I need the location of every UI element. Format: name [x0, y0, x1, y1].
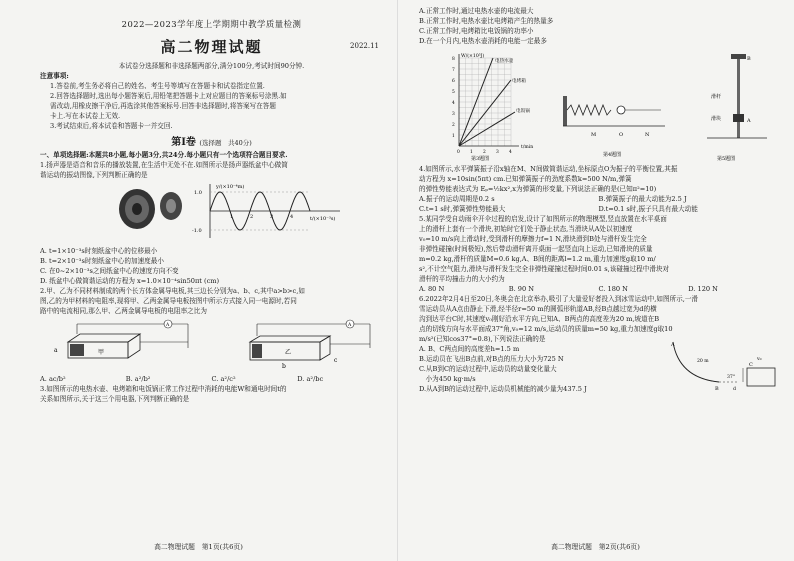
q4-options	[419, 194, 778, 204]
q6-option: B.运动员在飞出B点前,对B点的压力大小为725 N	[419, 355, 564, 363]
q5-option: B. 90 N	[508, 285, 535, 293]
q2-line: 2.甲、乙为不同材料制成的两个长方体金属导电板,其三边长分别为a、b、c,其中a>b>c,如	[40, 287, 305, 295]
q6-option: D.从A到B的运动过程中,运动员机械能的减少量为437.5 J	[419, 385, 587, 393]
q1-tick: 1	[230, 214, 234, 220]
q6-option: A. B、C两点间的高度差h=1.5 m	[419, 345, 520, 353]
fig3-energy-graph	[439, 50, 549, 162]
q2-circuit-yi	[230, 318, 380, 372]
q3-line: 3.如图所示的电热水壶、电烤箱和电饭锅正常工作过程中消耗的电能W和通电时间t的	[40, 385, 287, 393]
notice-line: 需改动,用橡皮擦干净后,再选涂其他答案标号.回答非选择题时,将答案写在答题	[50, 102, 276, 110]
q2-label-b: b	[282, 363, 286, 370]
exam-title-text: 高二物理试题	[160, 38, 263, 56]
q6-option: 小为450 kg·m/s	[419, 375, 476, 383]
fig3-ytick: 7	[452, 68, 455, 73]
q4-option: C.t=1 s时,弹簧弹性势能最大	[419, 205, 506, 213]
q2-options	[40, 374, 383, 384]
fig6-label: C	[749, 362, 753, 368]
q6-option: C.从B到C的运动过程中,运动员的动量变化量大	[419, 365, 557, 373]
notice-line: 2.回答选择题时,选出每小题答案后,用铅笔把答题卡上对应题目的答案标号涂黑.如	[50, 92, 287, 100]
right-page	[397, 0, 794, 561]
exam-header: 2022—2023学年度上学期期中教学质量检测	[121, 19, 302, 29]
fig3-legend: 电饭锅	[516, 109, 530, 114]
right-footer: 高二物理试题 第2页(共6页)	[551, 543, 640, 551]
q4-option: D.t=0.1 s时,振子只具有最大动能	[598, 205, 698, 213]
fig6-label: B	[715, 386, 719, 392]
q5-line: s²,不计空气阻力,滑块与滑杆发生完全非弹性碰撞过程时间0.01 s,该碰撞过程中滑块对	[419, 265, 670, 273]
q1-xlabel: t/(×10⁻³s)	[310, 216, 336, 222]
q3-line: 关系如图所示,关于这三个用电器,下列判断正确的是	[40, 395, 190, 403]
fig6-label: 20 m	[697, 359, 709, 364]
q1-figure-area	[40, 180, 383, 246]
q5-line: 滑杆的平均撞击力的大小约为	[419, 275, 505, 283]
q1-line: 谐运动的振动图像,下列判断正确的是	[40, 171, 148, 179]
q6-line: m/s²(已知cos37°=0.8),下列说法正确的是	[419, 335, 546, 343]
fig4-label: O	[619, 132, 624, 138]
notice-line: 卡上.写在本试卷上无效.	[50, 112, 121, 120]
q1-option: D. 纸盆中心做简谐运动的方程为 x=1.0×10⁻⁴sin50πt (cm)	[40, 277, 220, 285]
q6-line: 沟到达平台C时,其速度v₀刚好沿水平方向,已知A、B两点的高度差为20 m,坡道在B	[419, 315, 660, 323]
q5-line: v₀=10 m/s向上滑动时,受到滑杆的摩擦力f=1 N,滑块滑到B处与滑杆发生完全	[419, 235, 647, 243]
q1-option: B. t=2×10⁻³s时刻纸盆中心的加速度最小	[40, 257, 164, 265]
right-figures-row	[419, 46, 778, 164]
fig3-xtick: 1	[470, 150, 473, 155]
fig3-ytick: 6	[452, 79, 455, 84]
fig5-slider-rod	[687, 50, 777, 162]
svg-text:A: A	[348, 323, 352, 328]
fig3-ytick: 8	[452, 57, 455, 62]
notice-line: 3.考试结束后,将本试卷和答题卡一并交回.	[50, 122, 173, 130]
q2-option: C. a²/c²	[211, 375, 236, 383]
fig3-line-ricecooker	[459, 112, 515, 146]
q3-option: C.正常工作时,电烤箱比电饭锅的功率小	[419, 27, 534, 35]
fig3-ytick: 4	[452, 101, 455, 106]
fig3-ylabel: W/(×10⁵J)	[461, 54, 485, 59]
q4-option: A.振子的运动周期是0.2 s	[419, 195, 495, 203]
fig4-label: N	[645, 132, 650, 138]
fig6-ski-slope	[669, 338, 779, 398]
fig3-legend: 电热水壶	[495, 59, 514, 64]
q1-ybot: -1.0	[192, 228, 202, 234]
q1-vibration-graph	[190, 180, 350, 242]
q5-line: 5.某同学受自动雨伞开伞过程的启发,设计了如图所示的物理模型,竖直放置在水平桌面	[419, 215, 667, 223]
q2-option: B. a²/b²	[125, 375, 151, 383]
q1-line: 1.扬声器是语音和音乐的播放装置,在生活中无处不在.如图所示是扬声器纸盆中心做简	[40, 161, 288, 169]
svg-text:A: A	[166, 323, 170, 328]
q3-option: B.正常工作时,电热水壶比电烤箱产生的热量多	[419, 17, 554, 25]
exam-date: 2022.11	[350, 42, 379, 50]
fig5-label: B	[747, 56, 751, 62]
q5-line: 上的滑杆上套有一个滑块,初始时它们处于静止状态,当滑块从A处以初速度	[419, 225, 633, 233]
q2-figure-area	[40, 316, 383, 374]
q4-option: B.弹簧振子的最大动能为2.5 J	[598, 195, 687, 203]
q6-line: 点的切线方向与水平面成37°角,v₀=12 m/s,运动员的质量m=50 kg,重力加速度g取10	[419, 325, 673, 333]
q4-line: 动方程为 x=10sin(5πt) cm.已知弹簧振子的劲度系数k=500 N/m,弹簧	[419, 175, 632, 183]
q2-line: 路中的电流相同,那么甲、乙两金属导电板的电阻率之比为	[40, 307, 207, 315]
q4-line: 的弹性势能表达式为 Eₚ=½kx²,x为弹簧的形变量,下列说法正确的是(已知π²=10)	[419, 185, 657, 193]
fig3-xtick: 4	[509, 150, 512, 155]
fig5-label: 滑块	[711, 116, 722, 122]
q1-tick: 3	[270, 214, 274, 220]
speaker-icon	[112, 182, 162, 232]
fig3-legend: 电烤箱	[512, 79, 526, 84]
left-footer: 高二物理试题 第1页(共6页)	[154, 543, 243, 551]
q2-line: 图,乙的为甲材料的电阻率,现将甲、乙两金属导电板按图中所示方式接入同一电源时,若同	[40, 297, 297, 305]
fig4-label: M	[591, 132, 597, 138]
q2-label-yi: 乙	[285, 349, 292, 356]
fig3-ytick: 5	[452, 90, 455, 95]
q2-circuit-jia	[48, 318, 198, 372]
q6-options-area	[419, 344, 778, 394]
fig3-caption: 第3题图	[471, 156, 490, 162]
fig3-ytick: 1	[452, 134, 455, 139]
q1-tick: 4	[290, 214, 294, 220]
q2-option: D. a²/bc	[297, 375, 324, 383]
fig6-label: A	[671, 342, 675, 348]
exam-intro: 本试卷分选择题和非选择题两部分,满分100分,考试时间90分钟.	[118, 62, 305, 70]
q2-label-jia: 甲	[98, 349, 105, 356]
section-title: 第Ⅰ卷	[171, 137, 196, 148]
fig5-caption: 第5题图	[717, 156, 736, 162]
q1-option: C. 在0~2×10⁻³s之间纸盆中心的速度方向不变	[40, 267, 179, 275]
q6-line: 6.2022年2月4日至20日,冬奥会在北京举办,吸引了大量爱好者投入到冰雪运动中,如图所示,一滑	[419, 295, 699, 303]
q4-line: 4.如图所示,水平弹簧振子沿x轴在M、N间做简谐运动,坐标原点O为振子的平衡位置,其振	[419, 165, 678, 173]
fig3-xtick: 2	[483, 150, 486, 155]
speaker-side-icon	[158, 184, 184, 224]
q1-ylabel: y/(×10⁻⁴m)	[216, 184, 245, 190]
part1-instruction: 一、单项选择题:本题共8小题,每小题3分,共24分.每小题只有一个选项符合题目要求.	[40, 151, 288, 159]
q5-line: m=0.2 kg,滑杆的质量M=0.6 kg,A、B间的距离l=1.2 m,重力加速度g取10 m/	[419, 255, 656, 263]
notice-line: 1.答卷前,考生务必将自己的姓名、考生号等填写在答题卡和试卷指定位置.	[50, 82, 265, 90]
q5-option: C. 180 N	[598, 285, 628, 293]
q2-label-a: a	[54, 347, 58, 354]
fig3-xtick: 3	[496, 150, 499, 155]
exam-title	[40, 36, 383, 57]
fig3-ytick: 2	[452, 123, 455, 128]
fig3-xtick: 0	[457, 150, 460, 155]
q6-line: 雪运动员从A点由静止下滑,经半径r=50 m的圆弧形轨道AB,经B点越过宽为d的横	[419, 305, 657, 313]
section-heading	[40, 133, 383, 148]
q1-option: A. t=1×10⁻³s时刻纸盆中心的位移最小	[40, 247, 158, 255]
fig3-xlabel: t/min	[521, 145, 534, 150]
q5-line: 非弹性碰撞(时间极短),然后带动滑杆离开桌面一起竖直向上运动,已知滑块的质量	[419, 245, 653, 253]
fig3-ytick: 3	[452, 112, 455, 117]
q5-option: A. 80 N	[419, 285, 445, 293]
q1-tick: 2	[250, 214, 254, 220]
fig4-caption: 第4题图	[603, 152, 622, 158]
fig6-label: d	[733, 387, 736, 392]
q5-option: D. 120 N	[688, 285, 718, 293]
q3-option: D.在一个月内,电热水壶消耗的电能一定最多	[419, 37, 547, 45]
fig6-label: v₀	[757, 357, 762, 362]
q2-option: A. ac/b²	[40, 375, 66, 383]
notice-title: 注意事项:	[40, 72, 69, 80]
q5-options	[419, 284, 778, 294]
q2-label-c: c	[334, 357, 338, 364]
fig5-label: A	[747, 118, 751, 124]
section-subtitle: (选择题 共40分)	[199, 139, 252, 147]
q4-options	[419, 204, 778, 214]
fig4-spring-oscillator	[561, 86, 671, 162]
fig6-label: 37°	[727, 375, 736, 380]
q3-option: A.正常工作时,通过电热水壶的电流最大	[419, 7, 534, 15]
q1-ytop: 1.0	[194, 190, 202, 196]
fig5-label: 滑杆	[711, 94, 722, 100]
